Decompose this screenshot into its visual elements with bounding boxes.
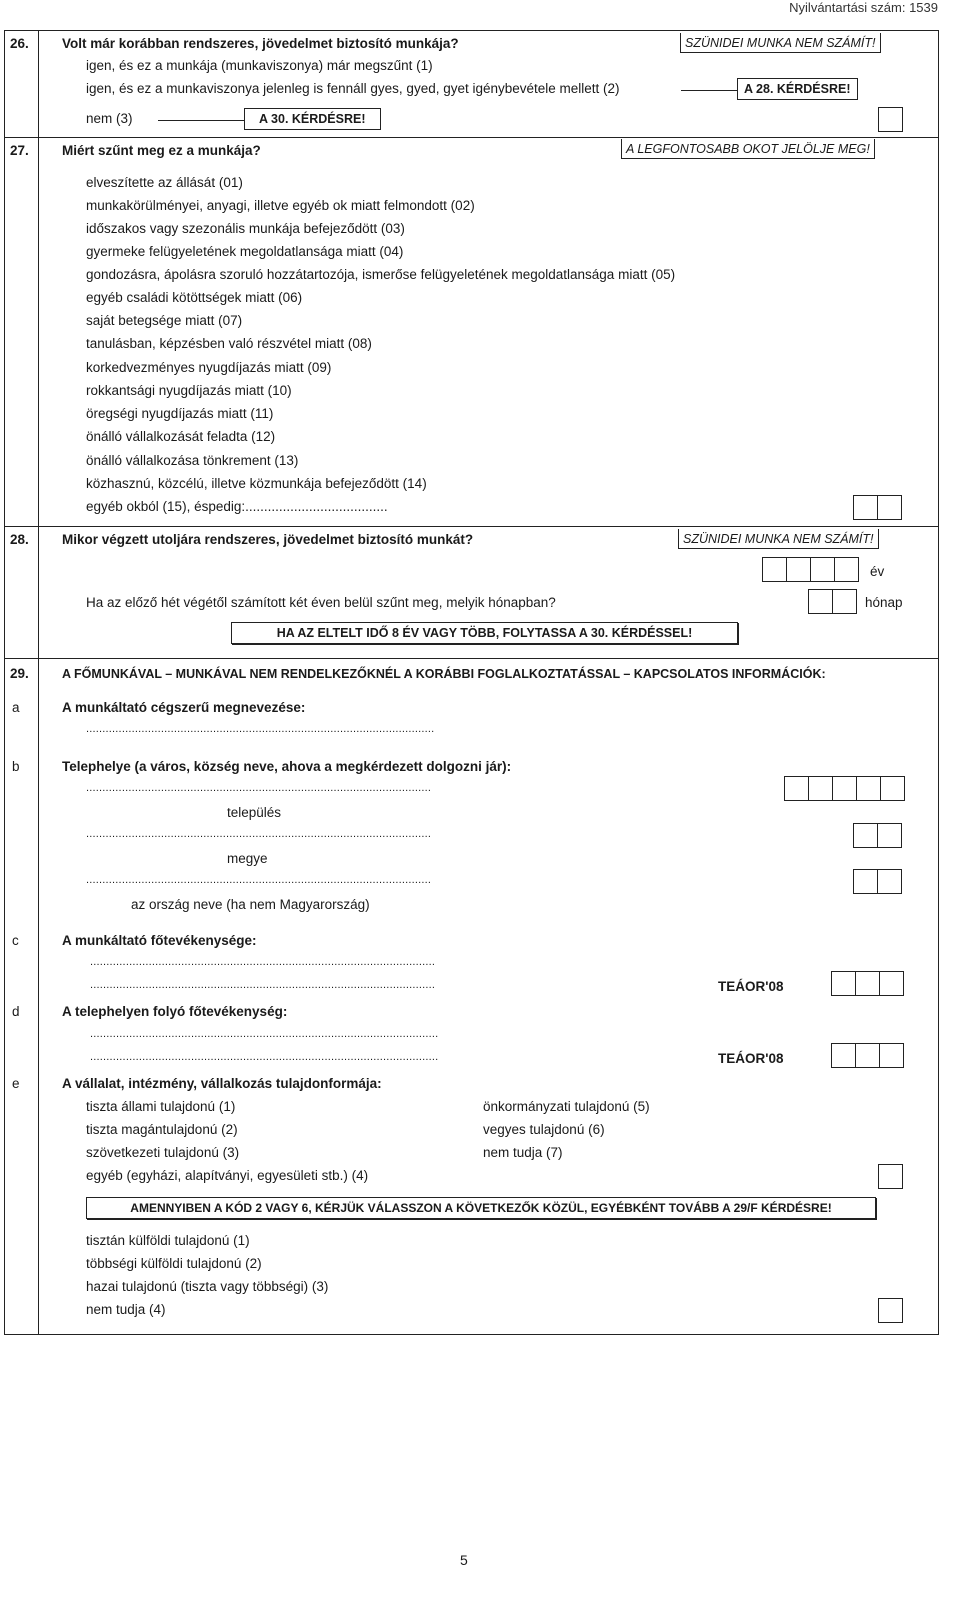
q29b-settlement-label: település [227, 805, 282, 820]
frame-right [938, 30, 939, 1335]
q29b-county-label: megye [227, 851, 268, 866]
q29e-sub-option-2[interactable]: többségi külföldi tulajdonú (2) [86, 1256, 262, 1271]
q29e-answer-box[interactable] [878, 1164, 903, 1189]
q29e-option-3[interactable]: szövetkezeti tulajdonú (3) [86, 1145, 240, 1160]
q27-option-13[interactable]: önálló vállalkozása tönkrement (13) [86, 453, 299, 468]
q26-title: Volt már korábban rendszeres, jövedelmet biztosító munkája? [62, 36, 459, 51]
q29e-option-5[interactable]: önkormányzati tulajdonú (5) [483, 1099, 650, 1114]
q29b-letter: b [12, 759, 20, 774]
q29c-title: A munkáltató főtevékenysége: [62, 933, 257, 948]
q29d-letter: d [12, 1004, 20, 1019]
q29a-employer-name-field[interactable]: ........................................................................................................... [86, 723, 435, 735]
q27-option-08[interactable]: tanulásban, képzésben való részvétel miatt (08) [86, 336, 372, 351]
q29e-title: A vállalat, intézmény, vállalkozás tulajdonformája: [62, 1076, 382, 1091]
q28-year-cells[interactable] [762, 557, 859, 582]
q27-option-02[interactable]: munkakörülményei, anyagi, illetve egyéb ok miatt felmondott (02) [86, 198, 475, 213]
q26-option-2[interactable]: igen, és ez a munkaviszonya jelenleg is fennáll gyes, gyed, gyet igénybevétele mellett (2) [86, 81, 620, 96]
divider-26-27 [4, 137, 939, 138]
q27-option-15[interactable]: egyéb okból (15), éspedig:...................................... [86, 499, 388, 514]
q26-jump-28: A 28. KÉRDÉSRE! [737, 78, 858, 100]
q26-jump-30: A 30. KÉRDÉSRE! [244, 108, 381, 130]
q29b-settlement-field[interactable]: .......................................................................................................... [86, 782, 432, 794]
q29e-option-1[interactable]: tiszta állami tulajdonú (1) [86, 1099, 236, 1114]
q28-month-label: hónap [865, 595, 903, 610]
q26-answer-box[interactable] [878, 107, 903, 132]
q27-option-03[interactable]: időszakos vagy szezonális munkája befejeződött (03) [86, 221, 405, 236]
q28-instruction: HA AZ ELTELT IDŐ 8 ÉV VAGY TÖBB, FOLYTASSA A 30. KÉRDÉSSEL! [231, 622, 738, 644]
q29b-title: Telephelye (a város, község neve, ahova a megkérdezett dolgozni jár): [62, 759, 512, 774]
q28-month-question: Ha az előző hét végétől számított két éven belül szűnt meg, melyik hónapban? [86, 595, 556, 610]
q29e-sub-answer-box[interactable] [878, 1298, 903, 1323]
q28-note: SZÜNIDEI MUNKA NEM SZÁMÍT! [678, 529, 879, 549]
q27-option-06[interactable]: egyéb családi kötöttségek miatt (06) [86, 290, 303, 305]
q29e-option-4[interactable]: egyéb (egyházi, alapítványi, egyesületi stb.) (4) [86, 1168, 369, 1183]
registry-number: Nyilvántartási szám: 1539 [789, 0, 938, 15]
q29c-teaor-cells[interactable] [831, 971, 904, 996]
q26-option-1[interactable]: igen, és ez a munkája (munkaviszonya) már megszűnt (1) [86, 58, 433, 73]
q29e-option-6[interactable]: vegyes tulajdonú (6) [483, 1122, 605, 1137]
divider-28-29 [4, 658, 939, 659]
frame-left [4, 30, 5, 1335]
q29c-activity-field-1[interactable]: .......................................................................................................... [90, 956, 436, 968]
q29c-teaor-label: TEÁOR'08 [718, 979, 784, 994]
q29b-country-field[interactable]: .......................................................................................................... [86, 874, 432, 886]
q28-month-cells[interactable] [808, 589, 857, 614]
q26-number: 26. [10, 36, 29, 51]
frame-bottom [4, 1334, 939, 1335]
q29e-sub-option-4[interactable]: nem tudja (4) [86, 1302, 166, 1317]
q26-option-3-arrow-line [158, 120, 244, 121]
q27-number: 27. [10, 143, 29, 158]
q28-number: 28. [10, 532, 29, 547]
q27-option-09[interactable]: korkedvezményes nyugdíjazás miatt (09) [86, 360, 332, 375]
q27-answer-cells[interactable] [853, 495, 902, 520]
q29-title: A FŐMUNKÁVAL – MUNKÁVAL NEM RENDELKEZŐKNÉL A KORÁBBI FOGLALKOZTATÁSSAL – KAPCSOLATOS INFORMÁCIÓK: [62, 667, 826, 681]
q26-note: SZÜNIDEI MUNKA NEM SZÁMÍT! [680, 33, 881, 53]
q27-option-04[interactable]: gyermeke felügyeletének megoldatlansága miatt (04) [86, 244, 404, 259]
q29b-county-field[interactable]: .......................................................................................................... [86, 828, 432, 840]
q26-option-2-arrow-line [681, 90, 737, 91]
q29d-title: A telephelyen folyó főtevékenység: [62, 1004, 288, 1019]
q29b-county-cells[interactable] [853, 823, 902, 848]
q29a-letter: a [12, 700, 20, 715]
q29d-activity-field-2[interactable]: ........................................................................................................... [90, 1051, 439, 1063]
q27-option-01[interactable]: elveszítette az állását (01) [86, 175, 243, 190]
q27-note: A LEGFONTOSABB OKOT JELÖLJE MEG! [621, 139, 875, 159]
q29c-letter: c [12, 933, 19, 948]
q27-title: Miért szűnt meg ez a munkája? [62, 143, 261, 158]
q29e-instruction: AMENNYIBEN A KÓD 2 VAGY 6, KÉRJÜK VÁLASSZON A KÖVETKEZŐK KÖZÜL, EGYÉBKÉNT TOVÁBB A 29/F KÉRDÉSRE! [86, 1197, 876, 1219]
q29e-sub-option-1[interactable]: tisztán külföldi tulajdonú (1) [86, 1233, 250, 1248]
q27-option-07[interactable]: saját betegsége miatt (07) [86, 313, 243, 328]
q29c-activity-field-2[interactable]: .......................................................................................................... [90, 979, 436, 991]
q28-title: Mikor végzett utoljára rendszeres, jövedelmet biztosító munkát? [62, 532, 474, 547]
q26-option-3[interactable]: nem (3) [86, 111, 133, 126]
q29-number: 29. [10, 666, 29, 681]
frame-top [4, 30, 939, 31]
divider-27-28 [4, 526, 939, 527]
q29e-sub-option-3[interactable]: hazai tulajdonú (tiszta vagy többségi) (3) [86, 1279, 329, 1294]
q29d-teaor-label: TEÁOR'08 [718, 1051, 784, 1066]
q27-option-11[interactable]: öregségi nyugdíjazás miatt (11) [86, 406, 274, 421]
q29b-settlement-cells[interactable] [784, 776, 905, 801]
q29a-title: A munkáltató cégszerű megnevezése: [62, 700, 306, 715]
frame-number-divider [38, 30, 39, 1335]
q27-option-12[interactable]: önálló vállalkozását feladta (12) [86, 429, 276, 444]
q29d-activity-field-1[interactable]: ........................................................................................................... [90, 1028, 439, 1040]
page-number: 5 [460, 1552, 468, 1568]
q29b-country-cells[interactable] [853, 869, 902, 894]
q27-option-05[interactable]: gondozásra, ápolásra szoruló hozzátartozója, ismerőse felügyeletének megoldatlansága miatt (05) [86, 267, 676, 282]
q28-year-label: év [870, 564, 885, 579]
q29e-option-2[interactable]: tiszta magántulajdonú (2) [86, 1122, 238, 1137]
q29e-letter: e [12, 1076, 20, 1091]
q27-option-14[interactable]: közhasznú, közcélú, illetve közmunkája befejeződött (14) [86, 476, 427, 491]
q29b-country-label: az ország neve (ha nem Magyarország) [131, 897, 370, 912]
q29d-teaor-cells[interactable] [831, 1043, 904, 1068]
q29e-option-7[interactable]: nem tudja (7) [483, 1145, 563, 1160]
q27-option-10[interactable]: rokkantsági nyugdíjazás miatt (10) [86, 383, 292, 398]
